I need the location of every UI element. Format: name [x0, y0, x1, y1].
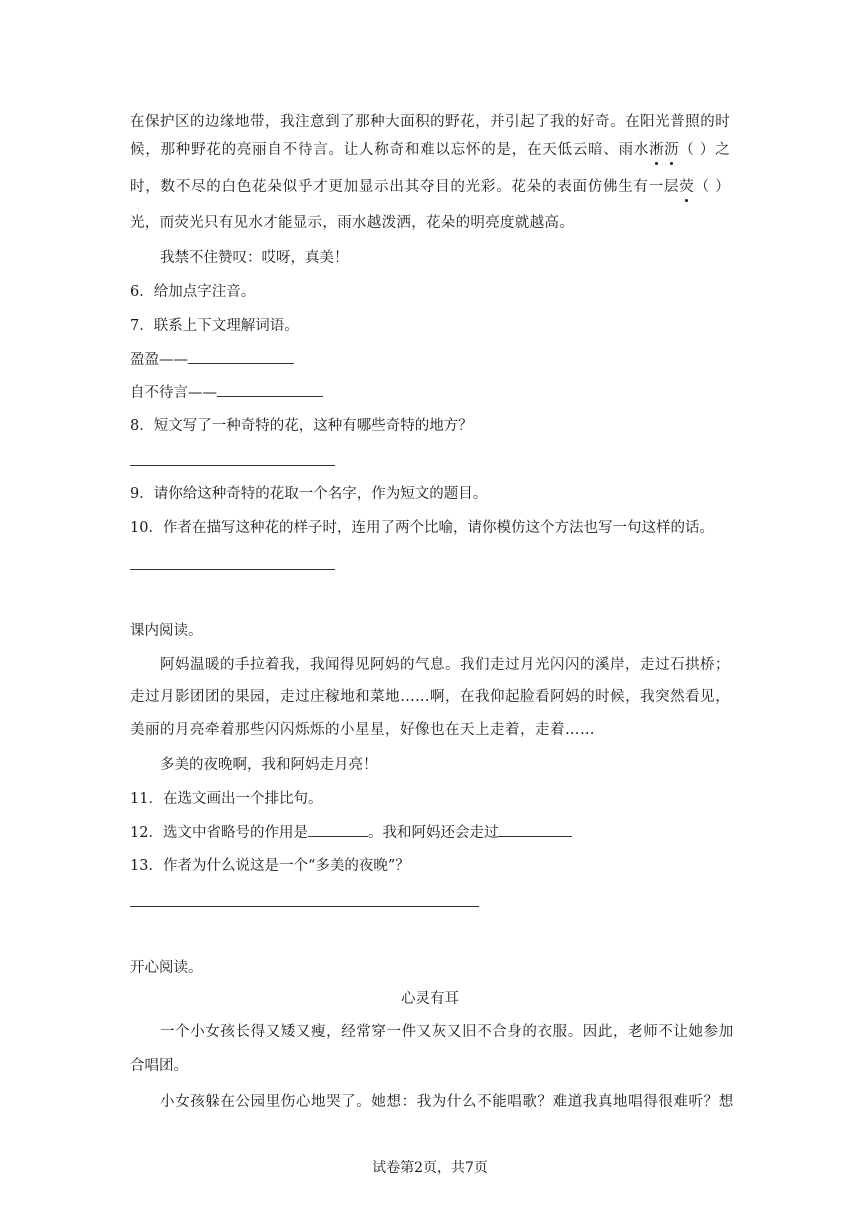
answer-blank-12b[interactable]	[498, 822, 572, 837]
section2-heading: 课内阅读。	[130, 623, 203, 639]
word-yingying: 盈盈——	[130, 352, 188, 368]
section2-line2: 走过月影团团的果园，走过庄稼地和菜地……啊，在我仰起脸看阿妈的时候，我突然看见，	[130, 689, 730, 705]
page-footer: 试卷第2页，共7页	[372, 1160, 488, 1176]
word-zibudaiyan: 自不待言——	[130, 385, 217, 401]
passage1-line5: 我禁不住赞叹：哎呀，真美！	[160, 250, 349, 266]
pinyin-blank-1: （ ）之	[678, 142, 731, 158]
answer-blank-12a[interactable]	[308, 822, 368, 837]
section3-line2: 合唱团。	[130, 1058, 188, 1074]
dotted-char-ying: 荧	[679, 179, 695, 195]
section2-line3: 美丽的月亮牵着那些闪闪烁烁的小星星，好像也在天上走着，走着……	[130, 722, 595, 738]
story-title: 心灵有耳	[401, 991, 459, 1007]
section2-line1: 阿妈温暖的手拉着我，我闻得见阿妈的气息。我们走过月光闪闪的溪岸，走过石拱桥；	[160, 657, 730, 673]
pinyin-blank-2: （ ）	[694, 179, 730, 195]
question-8: 8．短文写了一种奇特的花，这种有哪些奇特的地方？	[130, 418, 473, 434]
section3-heading: 开心阅读。	[130, 960, 203, 976]
answer-line-13[interactable]	[130, 906, 479, 907]
question-13: 13．作者为什么说这是一个“多美的夜晚”？	[130, 858, 410, 874]
question-12	[130, 822, 572, 843]
answer-line-8[interactable]	[130, 465, 335, 466]
question-9: 9．请你给这种奇特的花取一个名字，作为短文的题目。	[130, 486, 488, 502]
passage1-line2	[130, 140, 730, 160]
section3-line1: 一个小女孩长得又矮又瘦，经常穿一件又灰又旧不合身的衣服。因此，老师不让她参加	[160, 1024, 734, 1040]
passage1-line1: 在保护区的边缘地带，我注意到了那种大面积的野花，并引起了我的好奇。在阳光普照的时	[130, 114, 730, 130]
question-11: 11．在选文画出一个排比句。	[130, 791, 323, 807]
question-12-text-b: 。我和阿妈还会走过	[367, 825, 499, 841]
answer-line-10[interactable]	[130, 569, 335, 570]
question-6: 6．给加点字注音。	[130, 284, 256, 300]
passage1-line4: 光，而荧光只有见水才能显示，雨水越泼洒，花朵的明亮度就越高。	[130, 215, 574, 231]
question-12-text-a: 12．选文中省略号的作用是	[130, 825, 308, 841]
passage1-line3-text: 时，数不尽的白色花朵似乎才更加显示出其夺目的光彩。花朵的表面仿佛生有一层	[130, 179, 680, 195]
answer-blank-7a[interactable]	[188, 349, 294, 364]
section3-line3: 小女孩躲在公园里伤心地哭了。她想：我为什么不能唱歌？难道我真地唱得很难听？想	[160, 1094, 734, 1110]
question-7: 7．联系上下文理解词语。	[130, 318, 299, 334]
question-7b	[130, 382, 323, 403]
section2-line4: 多美的夜晚啊，我和阿妈走月亮！	[160, 757, 378, 773]
dotted-char-li: 沥	[664, 142, 679, 158]
answer-blank-7b[interactable]	[217, 382, 323, 397]
question-10: 10．作者在描写这种花的样子时，连用了两个比喻，请你模仿这个方法也写一句这样的话。	[130, 520, 714, 536]
passage1-line3	[130, 177, 730, 197]
dotted-char-xi: 淅	[649, 142, 664, 158]
question-7a	[130, 349, 294, 370]
passage1-line2-text: 候，那种野花的亮丽自不待言。让人称奇和难以忘怀的是，在天低云暗、雨水	[130, 142, 650, 158]
